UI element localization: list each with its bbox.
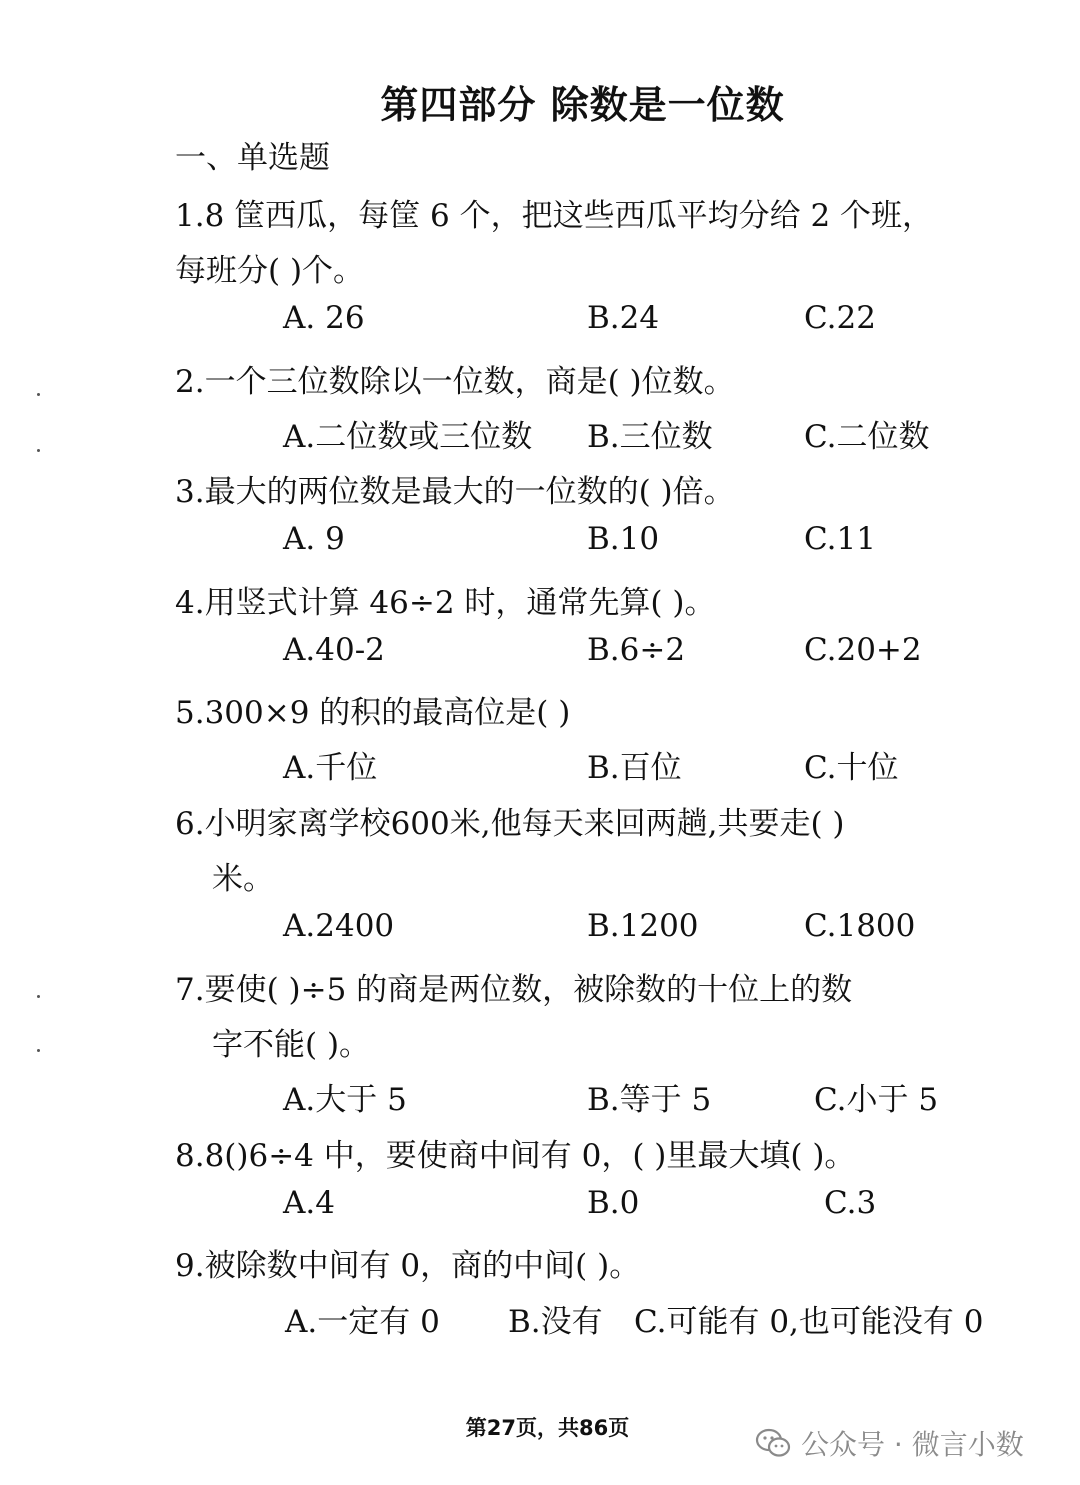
question-3-option-c: C.11 <box>804 521 876 557</box>
question-2-option-c: C.二位数 <box>804 419 930 455</box>
page-number: 第27页，共86页 <box>465 1416 630 1440</box>
margin-mark <box>37 449 40 452</box>
question-6-option-b: B.1200 <box>587 908 699 944</box>
margin-mark <box>37 1049 40 1052</box>
question-4-line-1: 4.用竖式计算 46÷2 时，通常先算( )。 <box>175 585 716 621</box>
question-7-option-a: A.大于 5 <box>283 1082 407 1118</box>
question-5-line-1: 5.300×9 的积的最高位是( ) <box>175 695 571 731</box>
section-heading: 一、单选题 <box>175 140 330 176</box>
question-4-option-c: C.20+2 <box>804 632 922 668</box>
question-2-line-1: 2.一个三位数除以一位数，商是( )位数。 <box>175 364 735 400</box>
question-7-option-c: C.小于 5 <box>814 1082 939 1118</box>
watermark <box>755 1423 1024 1463</box>
question-4-option-a: A.40-2 <box>283 632 385 668</box>
question-1-option-c: C.22 <box>804 300 876 336</box>
question-7-line-2: 字不能( )。 <box>212 1027 371 1063</box>
question-6-option-a: A.2400 <box>283 908 395 944</box>
question-3-line-1: 3.最大的两位数是最大的一位数的( )倍。 <box>175 474 735 510</box>
wechat-icon <box>755 1427 791 1459</box>
question-7-option-b: B.等于 5 <box>587 1082 712 1118</box>
question-5-option-a: A.千位 <box>283 750 378 786</box>
question-9-option-b: B.没有 <box>508 1304 603 1340</box>
question-9-option-c: C.可能有 0,也可能没有 0 <box>634 1304 984 1340</box>
question-5-option-b: B.百位 <box>587 750 682 786</box>
question-6-line-1: 6.小明家离学校600米,他每天来回两趟,共要走( ) <box>175 806 845 842</box>
question-2-option-b: B.三位数 <box>587 419 713 455</box>
margin-mark <box>37 995 40 998</box>
question-6-line-2: 米。 <box>212 861 274 897</box>
margin-mark <box>37 393 40 396</box>
question-3-option-a: A. 9 <box>283 521 345 557</box>
question-8-option-a: A.4 <box>283 1185 335 1221</box>
question-8-option-c: C.3 <box>824 1185 877 1221</box>
question-1-option-b: B.24 <box>587 300 660 336</box>
question-6-option-c: C.1800 <box>804 908 916 944</box>
question-7-line-1: 7.要使( )÷5 的商是两位数，被除数的十位上的数 <box>175 972 853 1008</box>
question-1-line-1: 1.8 筐西瓜，每筐 6 个，把这些西瓜平均分给 2 个班， <box>175 198 934 234</box>
question-3-option-b: B.10 <box>587 521 660 557</box>
watermark-text: 公众号 · 微言小数 <box>801 1428 1024 1461</box>
question-9-line-1: 9.被除数中间有 0，商的中间( )。 <box>175 1248 641 1284</box>
question-5-option-c: C.十位 <box>804 750 899 786</box>
question-2-option-a: A.二位数或三位数 <box>283 419 533 455</box>
page-title: 第四部分 除数是一位数 <box>380 83 785 127</box>
question-4-option-b: B.6÷2 <box>587 632 686 668</box>
question-1-line-2: 每班分( )个。 <box>175 253 365 289</box>
question-1-option-a: A. 26 <box>283 300 365 336</box>
question-8-line-1: 8.8()6÷4 中，要使商中间有 0，( )里最大填( )。 <box>175 1138 856 1174</box>
question-9-option-a: A.一定有 0 <box>285 1304 440 1340</box>
question-8-option-b: B.0 <box>587 1185 640 1221</box>
